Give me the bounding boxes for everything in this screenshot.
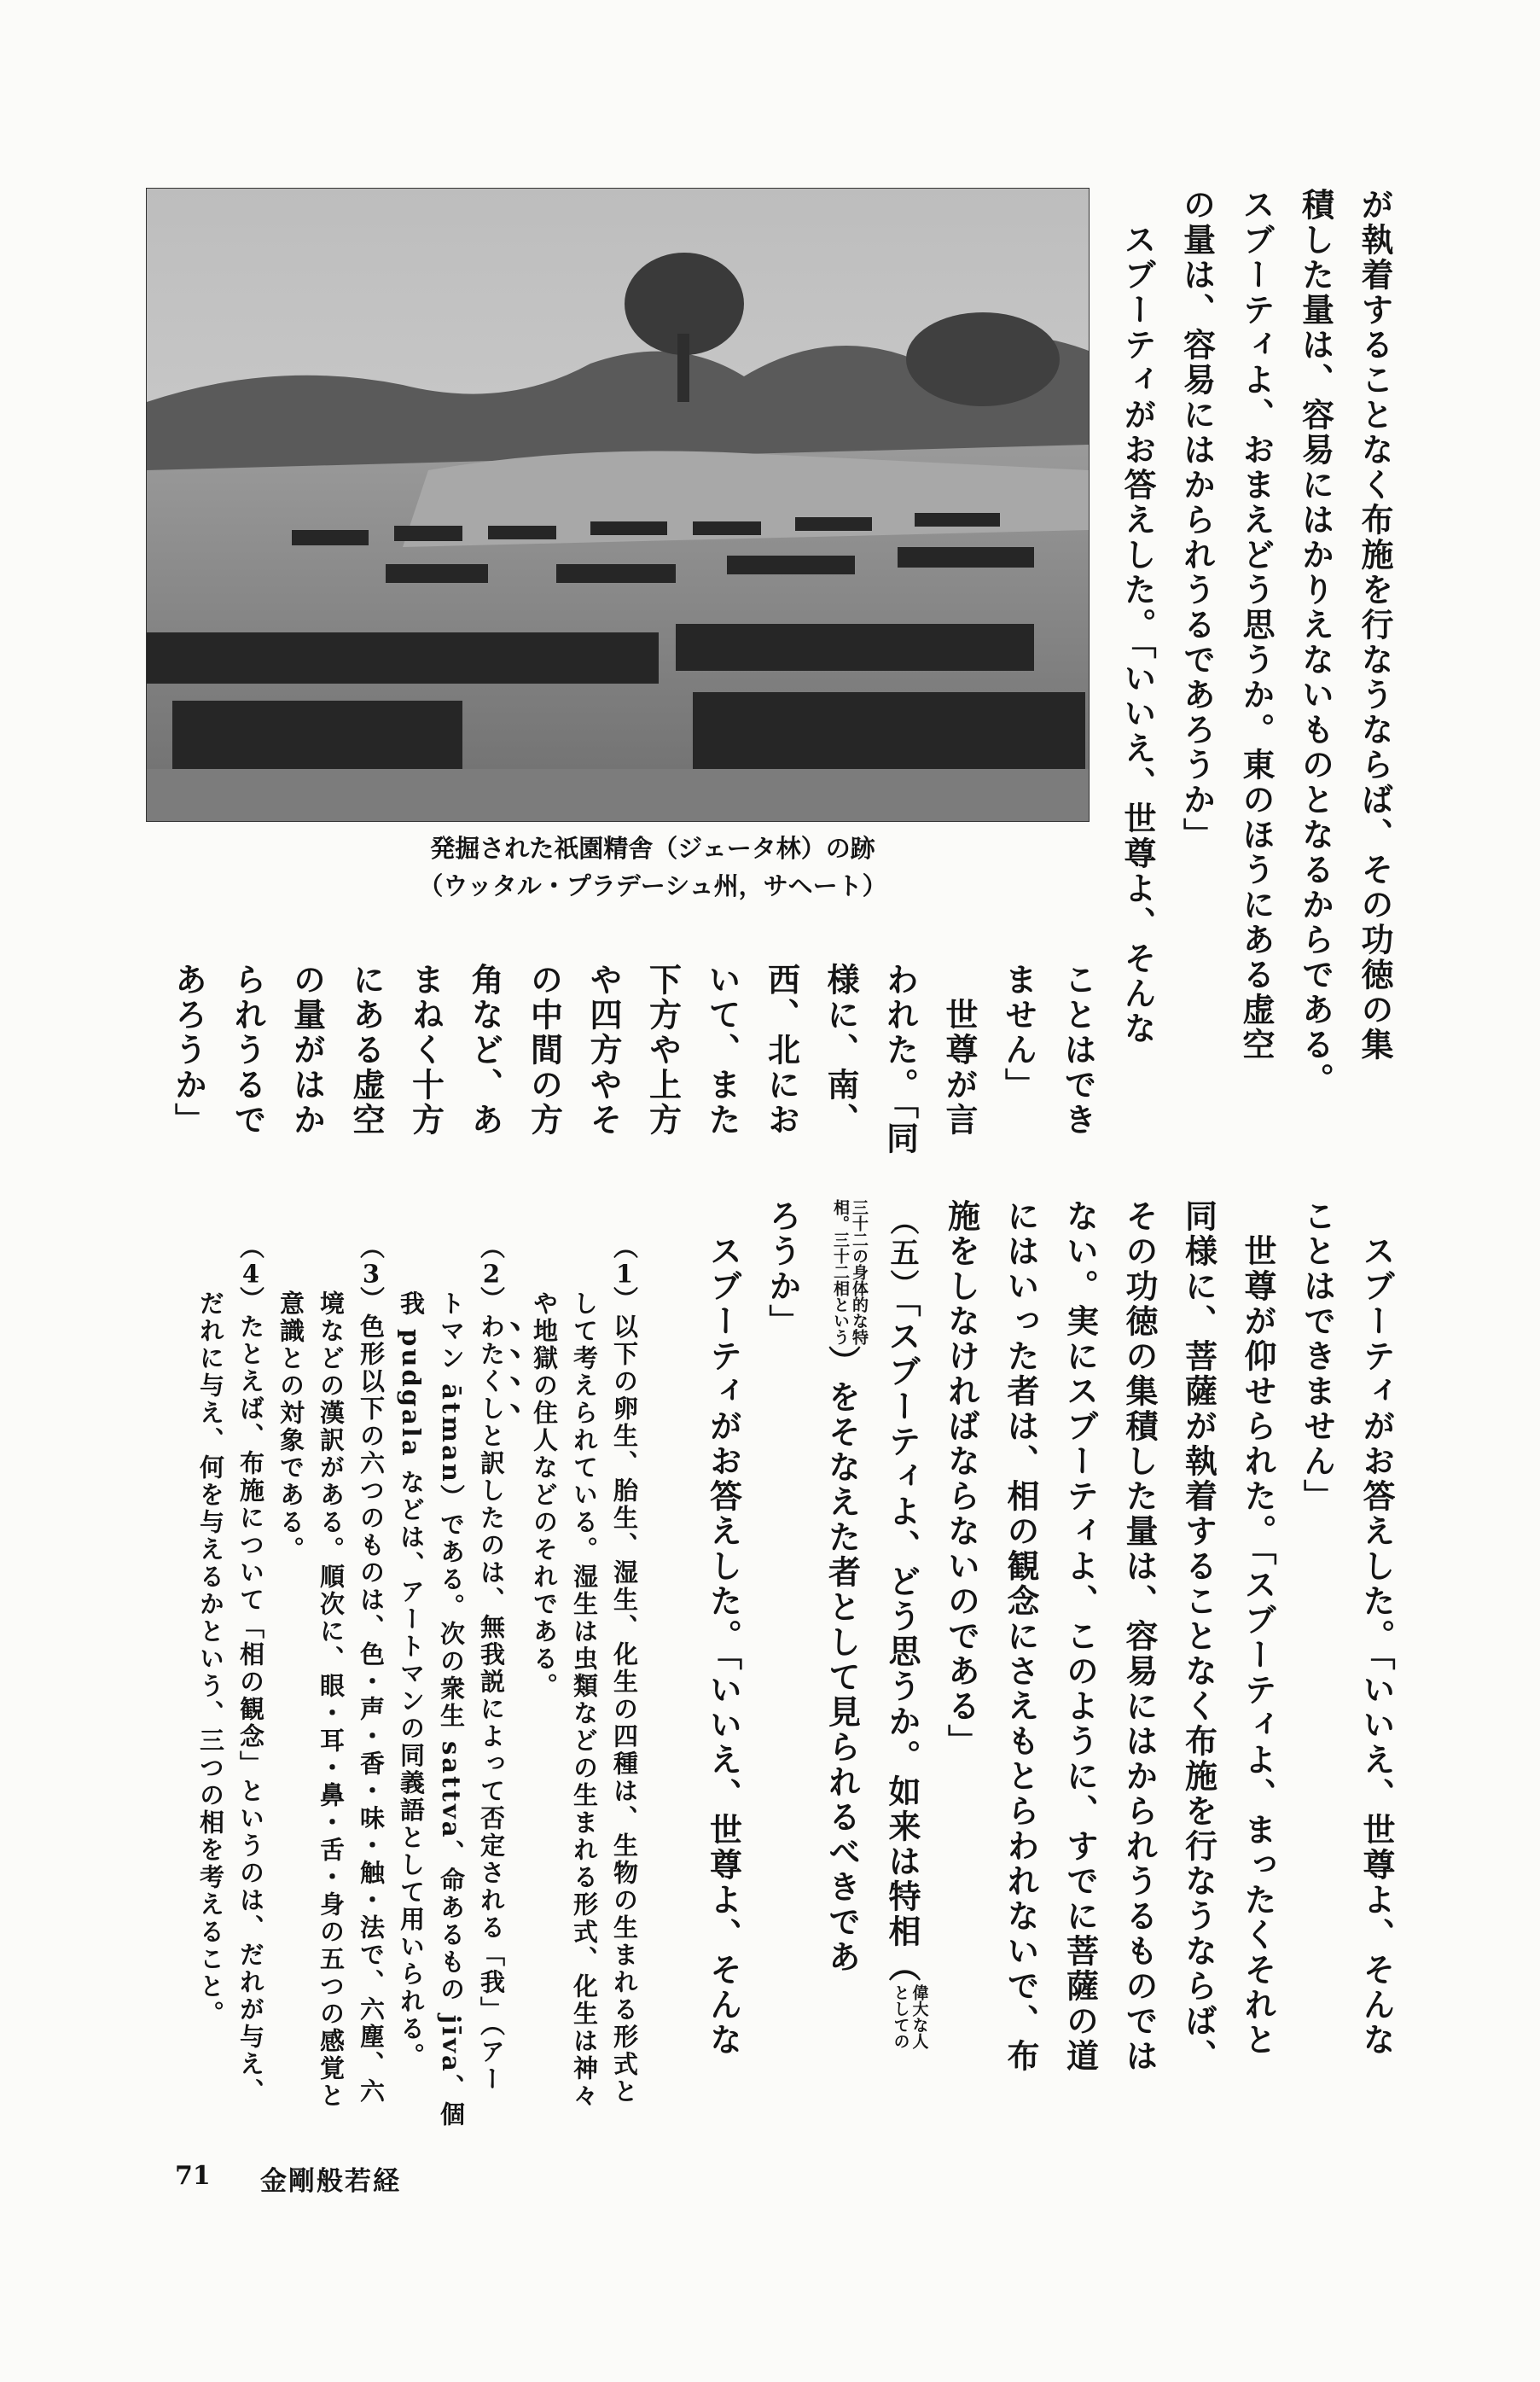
note-line: 偉大な人 xyxy=(909,1984,929,2049)
footnote-1 xyxy=(604,1234,644,2130)
text-line: にある虚空 xyxy=(347,963,386,1138)
text-line: スブーティがお答えした。「いいえ、世尊よ、そんな xyxy=(704,1234,743,2058)
text-line: にはいった者は、相の観念にさえもとらわれないで、布 xyxy=(1002,1199,1040,2074)
text-line: ろうか」 xyxy=(764,1199,802,1339)
caption-line: 発掘された祇園精舎（ジェータ林）の跡 xyxy=(430,834,875,863)
photo-caption xyxy=(367,830,939,905)
footnotes xyxy=(190,1234,644,2130)
text-line: いて、また xyxy=(703,963,741,1138)
footnote-digit: 1 xyxy=(615,1261,634,1286)
footnote-text: だれに与え、何を与えるかという、三つの相を考えること。 xyxy=(196,1290,225,2028)
upper-passage-short-columns xyxy=(159,963,1107,1168)
excavation-photo xyxy=(146,188,1090,822)
text-line: 様に、南、 xyxy=(822,963,860,1138)
text-line: ない。実にスブーティよ、このように、すでに菩薩の道 xyxy=(1061,1199,1100,2074)
text-line: 角など、あ xyxy=(466,963,504,1138)
text-run: をそなえた者として見られるべきであ xyxy=(822,1380,862,1975)
footnote-text: や地獄の住人などのそれである。 xyxy=(530,1290,559,1700)
footnote-3 xyxy=(351,1234,391,2130)
footnote-text: と訳したのは、無我説によって否定される「我」（アー xyxy=(477,1423,506,2094)
footnote-text: たとえば、布施について「相の観念」というのは、だれが与え、 xyxy=(236,1313,265,2105)
footnote-number xyxy=(236,1234,265,1313)
text-line: われた。「同 xyxy=(880,963,920,1156)
interlinear-note xyxy=(831,1199,869,1345)
footnote-text: 意識との対象である。 xyxy=(276,1290,305,1564)
section-line xyxy=(812,1199,872,2138)
text-line: スブーティよ、おまえどう思うか。東のほうにある虚空 xyxy=(1237,188,1276,1063)
note-line: 相。三十二相という xyxy=(831,1199,850,1345)
text-line: の量がはか xyxy=(288,963,327,1138)
footnote-digit: 2 xyxy=(482,1261,501,1286)
text-line: まねく十方 xyxy=(406,963,445,1138)
footnote-2 xyxy=(471,1234,524,2130)
text-line: その功徳の集積した量は、容易にはかられうるものでは xyxy=(1120,1199,1159,2074)
interlinear-note-close xyxy=(823,1345,862,1380)
page-number: 71 xyxy=(175,2161,211,2191)
text-line: が執着することなく布施を行なうならば、その功徳の集 xyxy=(1356,188,1394,1063)
text-line: 同様に、菩薩が執着することなく布施を行なうならば、 xyxy=(1179,1199,1218,2074)
lower-passage xyxy=(694,1199,1406,2138)
note-line: としての xyxy=(891,1984,910,2049)
note-line: 三十二の身体的な特 xyxy=(850,1199,869,1345)
text-line: スブーティがお答えした。「いいえ、世尊よ、そんな xyxy=(1119,223,1157,1046)
footnote-number xyxy=(477,1234,506,1313)
emphasized-term: わたくし xyxy=(477,1313,506,1423)
footnote-digit: 3 xyxy=(362,1261,381,1286)
text-line: ことはでき xyxy=(1059,963,1097,1138)
text-line: の中間の方 xyxy=(525,963,564,1138)
footnote-text: 我 pudgala などは、アートマンの同義語として用いられる。 xyxy=(397,1290,426,2070)
footnote-4 xyxy=(230,1234,270,2130)
text-line: 世尊が言 xyxy=(940,998,979,1138)
text-line: ません」 xyxy=(999,963,1038,1103)
interlinear-note xyxy=(892,1984,929,2049)
text-line: 施をしなければならないのである」 xyxy=(942,1199,981,1759)
section-number: （ 五 ） xyxy=(885,1206,919,1301)
footnote-text: トマン ātman）である。次の衆生 sattva、命あるもの jīva、個 xyxy=(437,1290,466,2129)
footnote-text: 以下の卵生、胎生、湿生、化生の四種は、生物の生まれる形式と xyxy=(610,1313,639,2105)
footnote-digit: 4 xyxy=(241,1261,260,1286)
footnote-text: 色形以下の六つのものは、色・声・香・味・触・法で、六塵、六 xyxy=(357,1313,386,2105)
text-line: や四方やそ xyxy=(584,963,623,1138)
text-line: あろうか」 xyxy=(169,963,208,1138)
text-line: 下方や上方 xyxy=(643,963,683,1138)
text-line: 西、北にお xyxy=(762,963,801,1138)
jetavana-ruins-image xyxy=(147,189,1089,821)
text-line: 積した量は、容易にはかりえないものとなるからである。 xyxy=(1296,188,1335,1098)
text-line: の量は、容易にはかられうるであろうか」 xyxy=(1177,188,1217,853)
caption-line: （ウッタル・プラデーシュ州，サヘート） xyxy=(418,871,887,900)
text-line: スブーティがお答えした。「いいえ、世尊よ、そんな xyxy=(1357,1234,1396,2058)
footnote-number xyxy=(357,1234,386,1313)
footnote-text: 境などの漢訳がある。順次に、眼・耳・鼻・舌・身の五つの感覚と xyxy=(317,1290,346,2110)
text-line: られうるで xyxy=(229,963,267,1138)
text-run: 「スブーティよ、どう思うか。如来は特相 xyxy=(883,1301,921,1949)
footnote-text: して考えられている。湿生は虫類などの生まれる形式、化生は神々 xyxy=(570,1290,599,2110)
text-line: ことはできません」 xyxy=(1298,1199,1337,1514)
running-title: 金剛般若経 xyxy=(260,2166,401,2197)
text-line: 世尊が仰せられた。「スブーティよ、まったくそれと xyxy=(1239,1234,1277,2058)
section-line xyxy=(872,1199,933,2138)
upper-passage xyxy=(1108,188,1405,1127)
interlinear-note-open xyxy=(883,1949,921,1984)
footnote-number xyxy=(610,1234,639,1313)
